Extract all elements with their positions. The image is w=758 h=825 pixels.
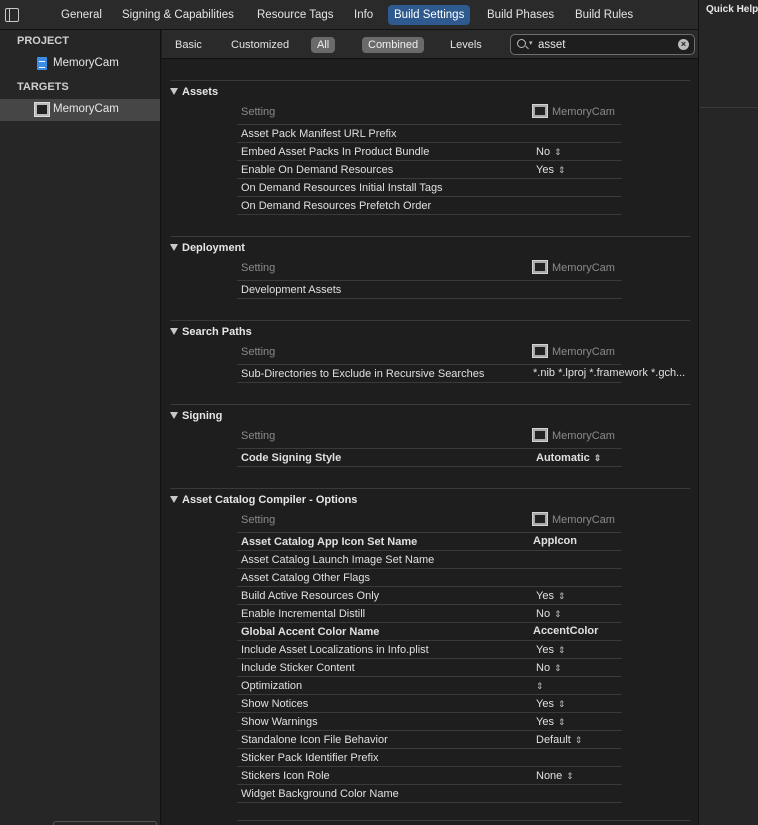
disclosure-triangle-icon[interactable] — [170, 328, 178, 335]
clear-search-icon[interactable]: × — [678, 39, 689, 50]
divider — [237, 550, 622, 551]
setting-row-value[interactable] — [536, 164, 566, 176]
stepper-icon[interactable]: ⇕ — [536, 681, 544, 691]
setting-row-name[interactable]: Development Assets — [241, 284, 342, 296]
filter-customized[interactable]: Customized — [231, 39, 290, 51]
filter-basic[interactable]: Basic — [175, 39, 202, 51]
sidebar-toggle-icon[interactable] — [5, 8, 19, 22]
disclosure-triangle-icon[interactable] — [170, 88, 178, 95]
column-target-label: MemoryCam — [552, 262, 615, 274]
setting-row-value[interactable]: *.nib *.lproj *.framework *.gch... — [533, 367, 686, 379]
divider — [237, 622, 622, 623]
setting-value-text: None — [536, 770, 563, 782]
setting-row-value[interactable] — [536, 644, 566, 656]
stepper-icon[interactable]: ⇕ — [557, 645, 566, 655]
divider — [237, 568, 622, 569]
column-target-label: MemoryCam — [552, 514, 615, 526]
divider — [237, 160, 622, 161]
divider — [170, 488, 690, 489]
filter-combined[interactable]: Combined — [362, 37, 424, 53]
setting-row-name[interactable]: Asset Catalog Launch Image Set Name — [241, 554, 435, 566]
divider — [237, 364, 622, 365]
setting-row-name[interactable]: Standalone Icon File Behavior — [241, 734, 388, 746]
divider — [237, 820, 690, 821]
section-header-asset-catalog-compiler[interactable] — [170, 494, 357, 506]
divider — [237, 730, 622, 731]
divider — [237, 766, 622, 767]
setting-row-name[interactable]: On Demand Resources Prefetch Order — [241, 200, 432, 212]
app-target-icon — [532, 260, 548, 274]
divider — [170, 320, 690, 321]
setting-value-text: Yes — [536, 716, 554, 728]
targets-section-header: TARGETS — [17, 81, 69, 93]
quick-help-inspector — [698, 0, 758, 825]
divider — [237, 214, 622, 215]
stepper-icon[interactable]: ⇕ — [554, 609, 562, 619]
column-header-setting: Setting — [241, 430, 276, 442]
setting-row-name[interactable]: Build Active Resources Only — [241, 590, 380, 602]
project-section-header: PROJECT — [17, 35, 69, 47]
project-target-sidebar — [0, 30, 161, 825]
stepper-icon[interactable]: ⇕ — [557, 591, 566, 601]
setting-row-name[interactable]: Sub-Directories to Exclude in Recursive Searches — [241, 368, 485, 380]
setting-row-name[interactable]: Enable On Demand Resources — [241, 164, 394, 176]
setting-value-text: Default — [536, 734, 571, 746]
sidebar-item-label: MemoryCam — [53, 57, 119, 69]
build-settings-list — [162, 60, 698, 825]
setting-row-value[interactable] — [536, 680, 544, 692]
column-header-target — [532, 428, 615, 442]
setting-row-name[interactable]: Include Sticker Content — [241, 662, 355, 674]
tab-signing-capabilities[interactable]: Signing & Capabilities — [122, 9, 234, 21]
setting-value-text: Automatic — [536, 452, 590, 464]
app-target-icon — [532, 104, 548, 118]
setting-row-name[interactable]: Optimization — [241, 680, 303, 692]
chevron-down-icon: ▾ — [529, 40, 533, 47]
column-header-setting: Setting — [241, 346, 276, 358]
setting-row-name[interactable]: Enable Incremental Distill — [241, 608, 366, 620]
column-header-target — [532, 260, 615, 274]
sidebar-scrollbar[interactable] — [53, 821, 157, 825]
filter-all[interactable]: All — [311, 37, 335, 53]
setting-row-value[interactable] — [536, 608, 562, 620]
setting-row-name[interactable]: Asset Pack Manifest URL Prefix — [241, 128, 397, 140]
setting-value-text: No — [536, 608, 551, 620]
app-target-icon — [34, 102, 50, 117]
build-settings-filter-bar — [162, 30, 698, 59]
app-target-icon — [532, 344, 548, 358]
disclosure-triangle-icon[interactable] — [170, 244, 178, 251]
divider — [237, 784, 622, 785]
setting-row-name[interactable]: Code Signing Style — [241, 452, 342, 464]
setting-row-name[interactable]: Embed Asset Packs In Product Bundle — [241, 146, 430, 158]
setting-row-value[interactable] — [536, 452, 601, 464]
setting-row-value[interactable] — [536, 662, 562, 674]
filter-levels[interactable]: Levels — [450, 39, 482, 51]
setting-row-value[interactable]: AccentColor — [533, 625, 599, 637]
section-title: Assets — [182, 86, 219, 98]
section-header-search-paths[interactable] — [170, 326, 252, 338]
column-target-label: MemoryCam — [552, 430, 615, 442]
disclosure-triangle-icon[interactable] — [170, 412, 178, 419]
editor-tab-bar — [0, 0, 698, 30]
setting-row-name[interactable]: Sticker Pack Identifier Prefix — [241, 752, 379, 764]
setting-row-value[interactable] — [536, 770, 574, 782]
column-header-target — [532, 344, 615, 358]
app-target-icon — [532, 428, 548, 442]
setting-row-name[interactable]: Widget Background Color Name — [241, 788, 399, 800]
setting-row-value[interactable] — [536, 146, 562, 158]
divider — [237, 640, 622, 641]
divider — [237, 604, 622, 605]
divider — [237, 382, 622, 383]
section-title: Search Paths — [182, 326, 252, 338]
setting-row-name[interactable]: Asset Catalog App Icon Set Name — [241, 536, 418, 548]
divider — [237, 298, 622, 299]
section-title: Asset Catalog Compiler - Options — [182, 494, 358, 506]
search-icon — [517, 39, 526, 48]
stepper-icon[interactable]: ⇕ — [566, 771, 574, 781]
tab-info[interactable]: Info — [354, 9, 374, 21]
setting-value-text: Yes — [536, 698, 554, 710]
divider — [237, 748, 622, 749]
sidebar-item-project[interactable] — [0, 53, 160, 75]
section-header-assets[interactable] — [170, 86, 218, 98]
setting-value-text: Yes — [536, 590, 554, 602]
search-input[interactable] — [538, 37, 678, 52]
divider — [237, 694, 622, 695]
divider — [237, 124, 622, 125]
stepper-icon[interactable]: ⇕ — [554, 147, 562, 157]
tab-build-rules[interactable]: Build Rules — [575, 9, 634, 21]
sidebar-item-target[interactable] — [0, 99, 160, 121]
setting-row-value[interactable] — [536, 590, 566, 602]
column-header-target — [532, 512, 615, 526]
divider — [237, 712, 622, 713]
setting-row-value[interactable] — [536, 734, 582, 746]
setting-row-value[interactable]: AppIcon — [533, 535, 577, 547]
divider — [237, 532, 622, 533]
setting-row-name[interactable]: Global Accent Color Name — [241, 626, 380, 638]
sidebar-item-label: MemoryCam — [53, 103, 119, 115]
divider — [237, 448, 622, 449]
setting-value-text: No — [536, 662, 551, 674]
inspector-title: Quick Help — [706, 4, 758, 15]
setting-value-text: No — [536, 146, 551, 158]
setting-row-name[interactable]: Show Notices — [241, 698, 309, 710]
tab-general[interactable]: General — [61, 9, 102, 21]
column-header-setting: Setting — [241, 106, 276, 118]
setting-row-value[interactable] — [536, 698, 566, 710]
divider — [237, 178, 622, 179]
stepper-icon[interactable]: ⇕ — [557, 165, 566, 175]
section-header-signing[interactable] — [170, 410, 222, 422]
divider — [237, 142, 622, 143]
section-title: Deployment — [182, 242, 245, 254]
column-target-label: MemoryCam — [552, 346, 615, 358]
divider — [237, 676, 622, 677]
column-header-setting: Setting — [241, 262, 276, 274]
divider — [237, 802, 622, 803]
setting-row-name[interactable]: Include Asset Localizations in Info.plist — [241, 644, 429, 656]
tab-resource-tags[interactable]: Resource Tags — [257, 9, 334, 21]
divider — [237, 586, 622, 587]
stepper-icon[interactable]: ⇕ — [554, 663, 562, 673]
divider — [237, 658, 622, 659]
divider — [237, 280, 622, 281]
setting-value-text: Yes — [536, 164, 554, 176]
setting-row-name[interactable]: Asset Catalog Other Flags — [241, 572, 371, 584]
stepper-icon[interactable]: ⇕ — [593, 453, 602, 463]
divider — [699, 107, 758, 108]
column-header-setting: Setting — [241, 514, 276, 526]
search-field[interactable] — [510, 34, 695, 55]
stepper-icon[interactable]: ⇕ — [557, 699, 566, 709]
column-header-target — [532, 104, 615, 118]
divider — [170, 236, 690, 237]
project-file-icon — [37, 57, 47, 70]
setting-row-name[interactable]: Show Warnings — [241, 716, 318, 728]
setting-row-value[interactable] — [536, 716, 566, 728]
setting-value-text: Yes — [536, 644, 554, 656]
section-title: Signing — [182, 410, 223, 422]
section-header-deployment[interactable] — [170, 242, 245, 254]
app-target-icon — [532, 512, 548, 526]
stepper-icon[interactable]: ⇕ — [557, 717, 566, 727]
divider — [170, 80, 690, 81]
divider — [237, 466, 622, 467]
stepper-icon[interactable]: ⇕ — [574, 735, 583, 745]
disclosure-triangle-icon[interactable] — [170, 496, 178, 503]
setting-row-name[interactable]: On Demand Resources Initial Install Tags — [241, 182, 443, 194]
setting-row-name[interactable]: Stickers Icon Role — [241, 770, 330, 782]
tab-build-phases[interactable]: Build Phases — [487, 9, 555, 21]
tab-build-settings[interactable]: Build Settings — [388, 5, 470, 25]
divider — [237, 196, 622, 197]
divider — [170, 404, 690, 405]
column-target-label: MemoryCam — [552, 106, 615, 118]
